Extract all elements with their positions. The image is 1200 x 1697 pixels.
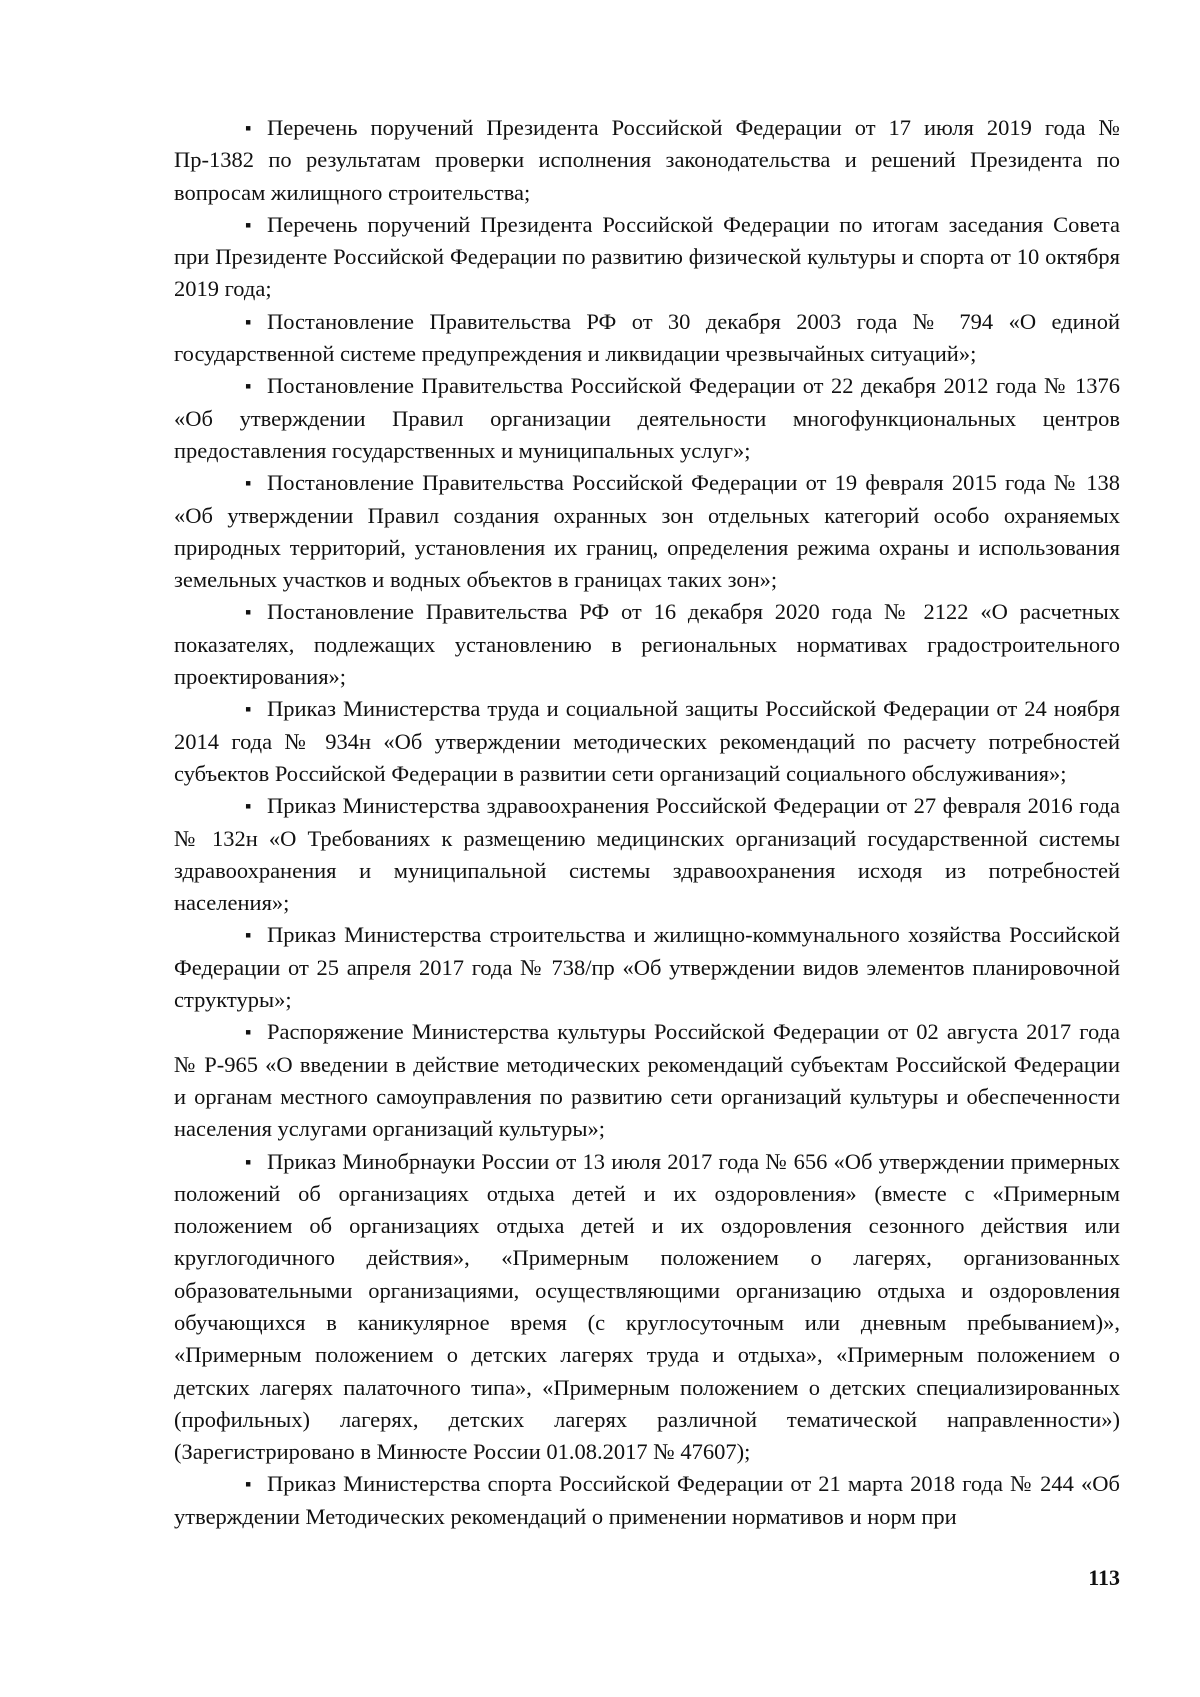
list-item-text: Перечень поручений Президента Российской Федерации по итогам заседания Совета при Президенте Российской Федерации по развитию физической культуры и спорта от 10 октября 2019 года; <box>174 211 1120 302</box>
list-item-text: Постановление Правительства Российской Федерации от 22 декабря 2012 года № 1376 «Об утверждении Правил организации деятельности многофункциональных центров предоставления государственных и муниципальных услуг»; <box>174 373 1120 463</box>
list-item <box>174 306 1120 371</box>
bullet-icon: ▪ <box>245 796 252 817</box>
list-item <box>174 1146 1120 1469</box>
bullet-icon: ▪ <box>245 376 252 397</box>
bullet-icon: ▪ <box>245 699 252 720</box>
list-item-text: Перечень поручений Президента Российской Федерации от 17 июля 2019 года № Пр-1382 по результатам проверки исполнения законодательства и решений Президента по вопросам жилищного строительства; <box>174 115 1120 205</box>
bullet-icon: ▪ <box>245 214 252 235</box>
bullet-icon: ▪ <box>245 1474 252 1495</box>
list-item-text: Постановление Правительства Российской Федерации от 19 февраля 2015 года № 138 «Об утверждении Правил создания охранных зон отдельных категорий особо охраняемых природных территорий, установления их границ, определения режима охраны и использования земельных участков и водных объектов в границах таких зон»; <box>174 470 1120 593</box>
list-item-text: Приказ Министерства спорта Российской Федерации от 21 марта 2018 года № 244 «Об утверждении Методических рекомендаций о применении нормативов и норм при <box>174 1471 1120 1529</box>
list-item-text: Приказ Министерства здравоохранения Российской Федерации от 27 февраля 2016 года № 132н «О Требованиях к размещению медицинских организаций государственной системы здравоохранения и муниципальной системы здравоохранения исходя из потребностей населения»; <box>174 793 1120 916</box>
list-item <box>174 467 1120 596</box>
list-item-text: Постановление Правительства РФ от 16 декабря 2020 года № 2122 «О расчетных показателях, подлежащих установлению в региональных нормативах градостроительного проектирования»; <box>174 599 1120 690</box>
list-item-text: Распоряжение Министерства культуры Российской Федерации от 02 августа 2017 года № Р-965 «О введении в действие методических рекомендаций субъектам Российской Федерации и органам местного самоуправления по развитию сети организаций культуры и обеспеченности населения услугами организаций культуры»; <box>174 1019 1120 1142</box>
list-item <box>174 1016 1120 1145</box>
document-body <box>174 112 1120 1533</box>
list-item <box>174 370 1120 467</box>
bullet-icon: ▪ <box>245 311 252 332</box>
list-item-text: Постановление Правительства РФ от 30 декабря 2003 года № 794 «О единой государственной системе предупреждения и ликвидации чрезвычайных ситуаций»; <box>174 308 1120 367</box>
bullet-icon: ▪ <box>245 1151 252 1172</box>
list-item-text: Приказ Минобрнауки России от 13 июля 2017 года № 656 «Об утверждении примерных положений об организациях отдыха детей и их оздоровления» (вместе с «Примерным положением об организациях отдыха детей и их оздоровления сезонного действия или круглогодичного действия», «Примерным положением о лагерях, организованных образовательными организациями, осуществляющими организацию отдыха и оздоровления обучающихся в каникулярное время (с круглосуточным или дневным пребыванием)», «Примерным положением о детских лагерях труда и отдыха», «Примерным положением о детских лагерях палаточного типа», «Примерным положением о детских специализированных (профильных) лагерях, детских лагерях различной тематической направленности») (Зарегистрировано в Минюсте России 01.08.2017 № 47607); <box>174 1148 1120 1465</box>
page-number: 113 <box>1088 1565 1120 1590</box>
list-item <box>174 209 1120 306</box>
list-item-text: Приказ Министерства строительства и жилищно-коммунального хозяйства Российской Федерации от 25 апреля 2017 года № 738/пр «Об утверждении видов элементов планировочной структуры»; <box>174 922 1120 1013</box>
bullet-icon: ▪ <box>245 925 252 946</box>
list-item <box>174 112 1120 209</box>
list-item <box>174 919 1120 1016</box>
list-item <box>174 790 1120 919</box>
bullet-icon: ▪ <box>245 602 252 623</box>
list-item <box>174 693 1120 790</box>
bullet-icon: ▪ <box>245 118 252 138</box>
bullet-icon: ▪ <box>245 1022 252 1043</box>
list-item <box>174 596 1120 693</box>
list-item <box>174 1468 1120 1533</box>
list-item-text: Приказ Министерства труда и социальной защиты Российской Федерации от 24 ноября 2014 года № 934н «Об утверждении методических рекомендаций по расчету потребностей субъектов Российской Федерации в развитии сети организаций социального обслуживания»; <box>174 696 1120 786</box>
bullet-icon: ▪ <box>245 473 252 494</box>
